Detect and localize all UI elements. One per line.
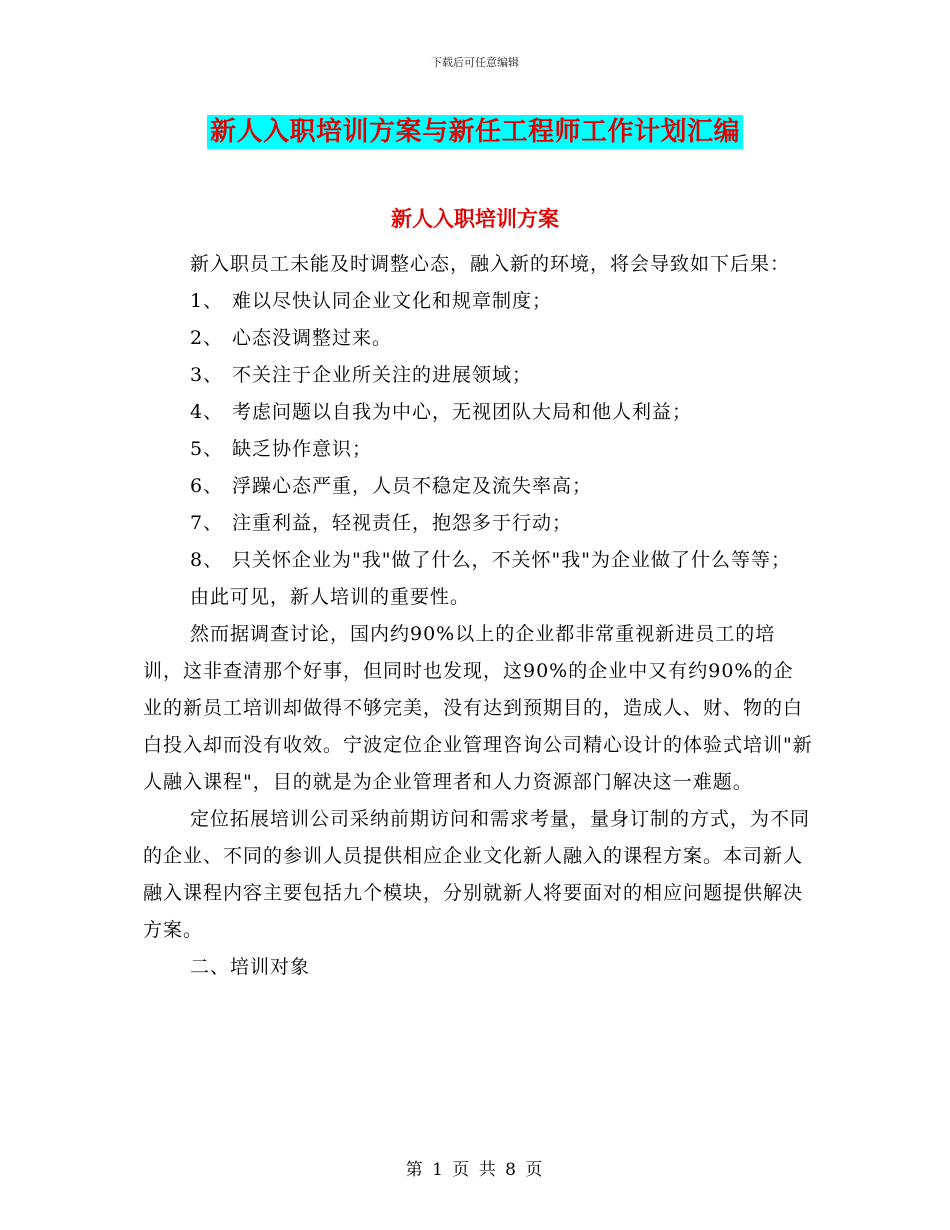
section-heading: 二、培训对象 [190,956,311,978]
list-item-number: 7、 [190,512,224,534]
list-item-text: 缺乏协作意识； [232,438,373,460]
list-item-number: 6、 [190,475,224,497]
list-item-number: 8、 [190,549,224,571]
paragraph: 定位拓展培训公司采纳前期访问和需求考量，量身订制的方式，为不同的企业、不同的参训人员提供相应企业文化新人融入的课程方案。本司新人融入课程内容主要包括九个模块，分别就新人将要面对的相应问题提供解决方案。 [143,808,811,941]
list-item-text: 考虑问题以自我为中心，无视团队大局和他人利益； [232,401,693,423]
list-item [143,542,813,579]
paragraph: 然而据调查讨论，国内约90%以上的企业都非常重视新进员工的培训，这非查清那个好事，但同时也发现，这90%的企业中又有约90%的企业的新员工培训却做得不够完美，没有达到预期目的，造成人、财、物的白白投入却而没有收效。宁波定位企业管理咨询公司精心设计的体验式培训"新人融入课程"，目的就是为企业管理者和人力资源部门解决这一难题。 [143,623,813,793]
list-item-number: 5、 [190,438,224,460]
list-item-text: 不关注于企业所关注的进展领域； [232,364,533,386]
section-title: 新人入职培训方案 [391,207,559,231]
paragraph: 由此可见，新人培训的重要性。 [190,586,471,608]
list-item [143,394,813,431]
intro-paragraph: 新入职员工未能及时调整心态，融入新的环境，将会导致如下后果： [190,253,791,275]
list-item-text: 注重利益，轻视责任，抱怨多于行动； [232,512,573,534]
list-item-number: 3、 [190,364,224,386]
list-item-number: 4、 [190,401,224,423]
list-item-text: 心态没调整过来。 [232,327,393,349]
document-body [143,246,813,986]
list-item-text: 难以尽快认同企业文化和规章制度； [232,290,553,312]
list-item-number: 1、 [190,290,224,312]
list-item [143,320,813,357]
list-item-number: 2、 [190,327,224,349]
list-item [143,283,813,320]
list-item-text: 只关怀企业为"我"做了什么，不关怀"我"为企业做了什么等等； [232,549,791,571]
list-item [143,468,813,505]
list-item [143,357,813,394]
list-item-text: 浮躁心态严重，人员不稳定及流失率高； [232,475,593,497]
header-note: 下载后可任意编辑 [431,56,519,69]
list-item [143,431,813,468]
list-item [143,505,813,542]
document-title [0,111,950,148]
page-footer: 第 1 页 共 8 页 [405,1160,545,1180]
document-title-text: 新人入职培训方案与新任工程师工作计划汇编 [207,115,743,149]
